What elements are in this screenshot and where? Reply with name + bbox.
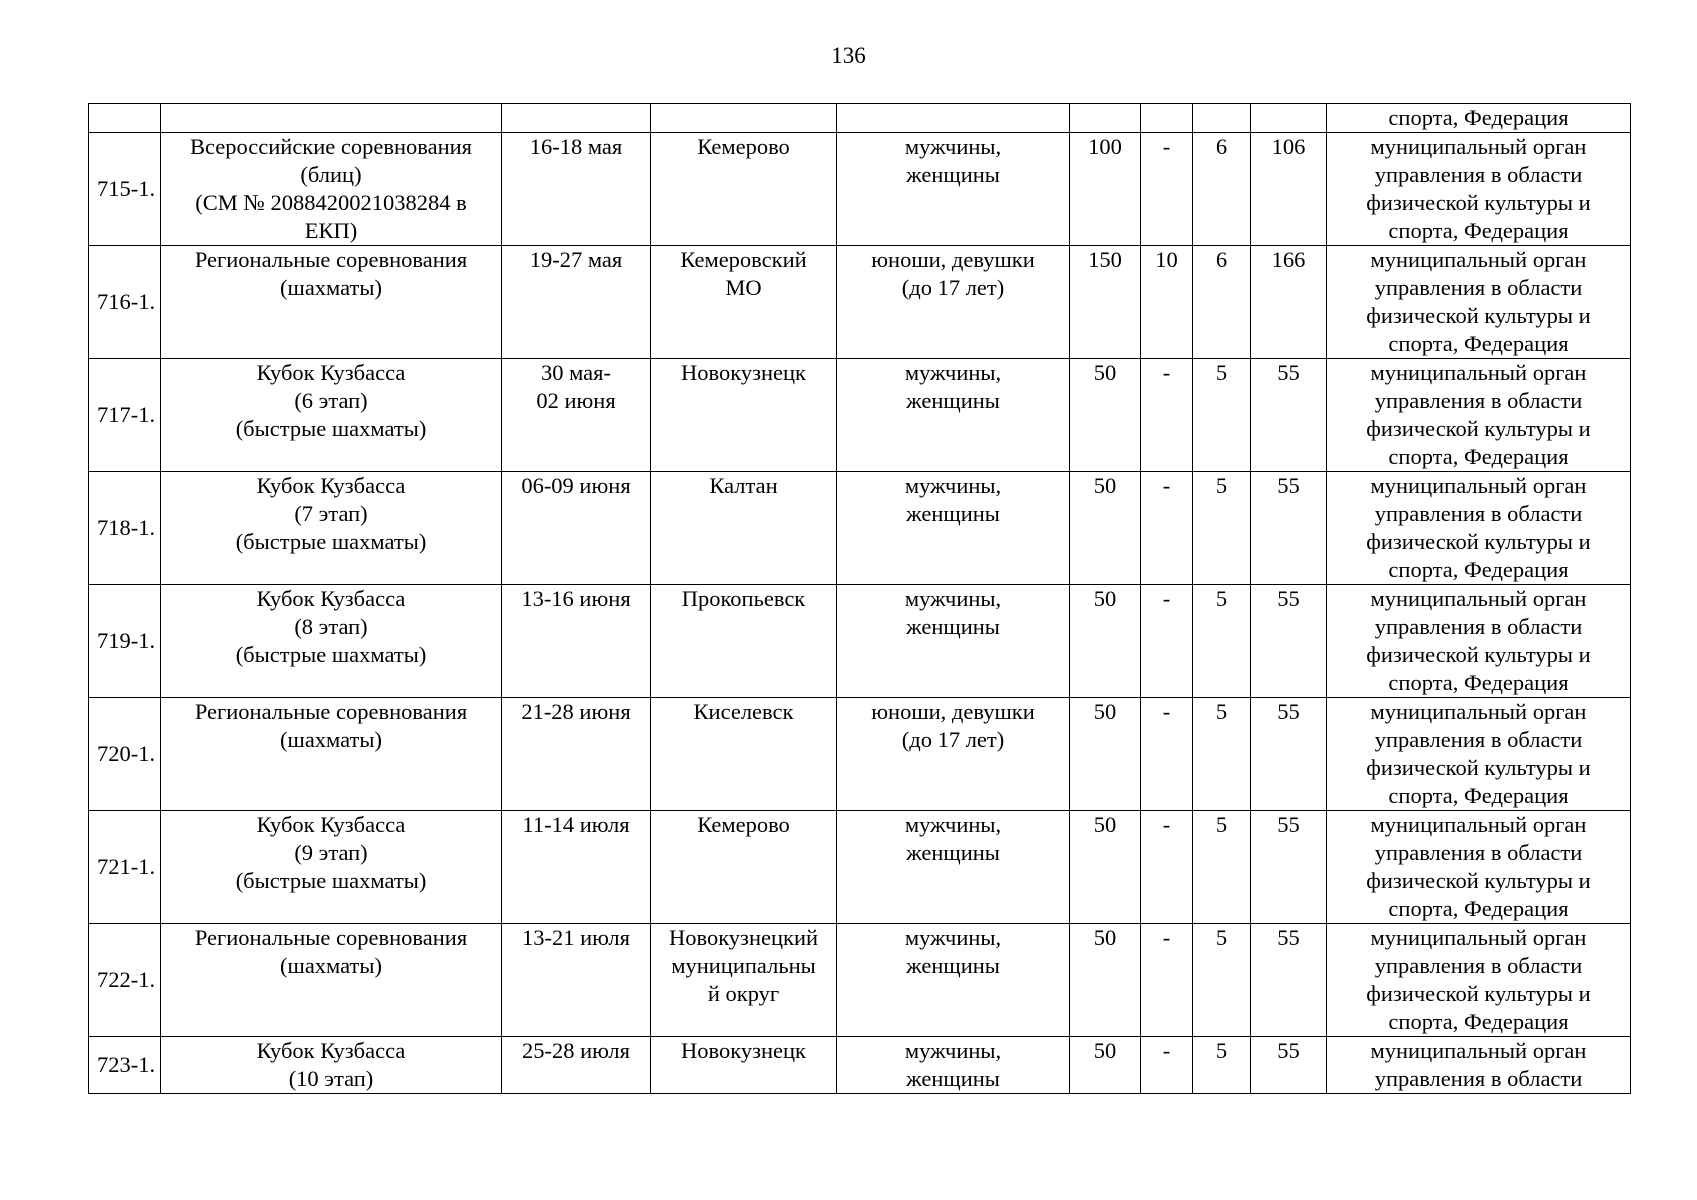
total-cell: 55: [1251, 1037, 1327, 1094]
place-line: Кемерово: [697, 812, 790, 837]
participants-cell: [837, 359, 1070, 472]
participants-line: женщины: [906, 1066, 1000, 1091]
organizer-cell: [1327, 472, 1631, 585]
place-cell: [651, 472, 837, 585]
dates-cell: [502, 811, 651, 924]
event-name-line: Кубок Кузбасса: [256, 473, 406, 498]
table-row: [89, 472, 1631, 585]
place-line: Новокузнецкий: [668, 925, 819, 950]
participants-line: юноши, девушки: [871, 699, 1035, 724]
place-line: й округ: [707, 981, 780, 1006]
event-name-line: Региональные соревнования: [194, 247, 468, 272]
row-number-cell: 719-1.: [89, 585, 161, 698]
dates-line: 13-21 июля: [522, 925, 630, 950]
organizer-line: физической культуры и: [1366, 981, 1591, 1006]
event-name-cell: [161, 472, 502, 585]
row-number-cell: 723-1.: [89, 1037, 161, 1094]
event-name-line: (шахматы): [280, 953, 382, 978]
place-line: муниципальны: [671, 953, 816, 978]
participants-cell: [837, 811, 1070, 924]
organizer-line: управления в области: [1374, 953, 1583, 978]
participants-line: женщины: [906, 162, 1000, 187]
total-cell: 55: [1251, 359, 1327, 472]
dates-line: 25-28 июля: [522, 1038, 630, 1063]
organizer-cell: [1327, 246, 1631, 359]
organizer-cell: [1327, 359, 1631, 472]
dates-line: 11-14 июля: [522, 812, 630, 837]
organizer-line: спорта, Федерация: [1388, 1009, 1569, 1034]
event-name-line: (быстрые шахматы): [235, 529, 427, 554]
participants-cell: [837, 585, 1070, 698]
count-c-cell: 6: [1193, 246, 1251, 359]
place-line: Новокузнецк: [681, 1038, 806, 1063]
row-number-cell: 721-1.: [89, 811, 161, 924]
organizer-line: управления в области: [1374, 614, 1583, 639]
organizer-line: муниципальный орган: [1370, 247, 1587, 272]
schedule-table: [88, 103, 1631, 1094]
dates-cell: [502, 472, 651, 585]
participants-cell: [837, 246, 1070, 359]
count-c-cell: 5: [1193, 585, 1251, 698]
organizer-line: управления в области: [1374, 840, 1583, 865]
event-name-line: Кубок Кузбасса: [256, 586, 406, 611]
event-name-cell: [161, 359, 502, 472]
dates-cell: [502, 246, 651, 359]
count-a-cell: 50: [1070, 472, 1141, 585]
organizer-line: спорта, Федерация: [1388, 444, 1569, 469]
organizer-cell: [1327, 698, 1631, 811]
dates-line: 19-27 мая: [529, 247, 623, 272]
participants-line: мужчины,: [904, 360, 1002, 385]
event-name-line: (10 этап): [288, 1066, 374, 1091]
place-line: МО: [725, 275, 762, 300]
count-a-cell: 50: [1070, 811, 1141, 924]
organizer-cell: [1327, 133, 1631, 246]
count-b-cell: -: [1141, 811, 1193, 924]
organizer-line: спорта, Федерация: [1388, 896, 1569, 921]
total-cell: 55: [1251, 472, 1327, 585]
participants-cell: [837, 698, 1070, 811]
place-cell: [651, 1037, 837, 1094]
event-name-line: (СМ № 2088420021038284 в: [195, 190, 467, 215]
count-b-cell: -: [1141, 359, 1193, 472]
participants-line: мужчины,: [904, 812, 1002, 837]
count-a-cell: 50: [1070, 1037, 1141, 1094]
count-b-cell: -: [1141, 924, 1193, 1037]
organizer-cell: спорта, Федерация: [1327, 104, 1631, 133]
organizer-line: физической культуры и: [1366, 190, 1591, 215]
place-line: Киселевск: [693, 699, 794, 724]
organizer-line: физической культуры и: [1366, 416, 1591, 441]
place-line: Кемеровский: [680, 247, 807, 272]
event-name-line: Кубок Кузбасса: [256, 1038, 406, 1063]
dates-line: 13-16 июня: [521, 586, 631, 611]
row-number-cell: 716-1.: [89, 246, 161, 359]
dates-cell: [502, 924, 651, 1037]
row-number-cell: 717-1.: [89, 359, 161, 472]
count-a-cell: 100: [1070, 133, 1141, 246]
table-row: [89, 246, 1631, 359]
participants-line: женщины: [906, 501, 1000, 526]
event-name-cell: [161, 1037, 502, 1094]
event-name-line: (блиц): [300, 162, 362, 187]
table-row: [89, 133, 1631, 246]
organizer-line: муниципальный орган: [1370, 360, 1587, 385]
count-c-cell: 5: [1193, 1037, 1251, 1094]
organizer-line: физической культуры и: [1366, 868, 1591, 893]
participants-line: женщины: [906, 953, 1000, 978]
total-cell: 166: [1251, 246, 1327, 359]
dates-line: 21-28 июня: [521, 699, 631, 724]
table-row: [89, 359, 1631, 472]
event-name-line: (6 этап): [294, 388, 368, 413]
count-a-cell: 50: [1070, 359, 1141, 472]
place-cell: [651, 924, 837, 1037]
total-cell: 55: [1251, 698, 1327, 811]
count-a-cell: 50: [1070, 924, 1141, 1037]
organizer-line: спорта, Федерация: [1388, 783, 1569, 808]
organizer-line: управления в области: [1374, 388, 1583, 413]
count-c-cell: 5: [1193, 472, 1251, 585]
event-name-cell: [161, 133, 502, 246]
event-name-line: (8 этап): [294, 614, 368, 639]
count-b-cell: -: [1141, 472, 1193, 585]
place-cell: [651, 811, 837, 924]
organizer-line: муниципальный орган: [1370, 473, 1587, 498]
organizer-cell: [1327, 811, 1631, 924]
place-cell: [651, 698, 837, 811]
count-a-cell: 50: [1070, 698, 1141, 811]
event-name-line: (шахматы): [280, 727, 382, 752]
organizer-line: муниципальный орган: [1370, 134, 1587, 159]
count-b-cell: -: [1141, 133, 1193, 246]
page-number: 136: [831, 43, 866, 68]
count-c-cell: 5: [1193, 698, 1251, 811]
row-number-cell: 715-1.: [89, 133, 161, 246]
organizer-line: спорта, Федерация: [1388, 670, 1569, 695]
participants-cell: [837, 1037, 1070, 1094]
dates-cell: [502, 585, 651, 698]
row-number-cell: 722-1.: [89, 924, 161, 1037]
table-row: [89, 1037, 1631, 1094]
total-cell: 106: [1251, 133, 1327, 246]
event-name-cell: [161, 811, 502, 924]
participants-cell: [837, 472, 1070, 585]
organizer-line: физической культуры и: [1366, 642, 1591, 667]
event-name-line: Кубок Кузбасса: [256, 812, 406, 837]
total-cell: 55: [1251, 811, 1327, 924]
count-b-cell: -: [1141, 1037, 1193, 1094]
organizer-line: управления в области: [1374, 162, 1583, 187]
organizer-line: муниципальный орган: [1370, 586, 1587, 611]
participants-line: мужчины,: [904, 1038, 1002, 1063]
dates-cell: [502, 133, 651, 246]
participants-line: мужчины,: [904, 586, 1002, 611]
organizer-line: управления в области: [1374, 727, 1583, 752]
count-b-cell: -: [1141, 585, 1193, 698]
count-c-cell: 5: [1193, 811, 1251, 924]
count-a-cell: 150: [1070, 246, 1141, 359]
count-b-cell: -: [1141, 698, 1193, 811]
event-name-line: Региональные соревнования: [194, 699, 468, 724]
participants-cell: [837, 133, 1070, 246]
organizer-line: спорта, Федерация: [1388, 557, 1569, 582]
organizer-line: муниципальный орган: [1370, 925, 1587, 950]
count-c-cell: 5: [1193, 359, 1251, 472]
organizer-cell: [1327, 1037, 1631, 1094]
organizer-line: физической культуры и: [1366, 755, 1591, 780]
event-name-cell: [161, 924, 502, 1037]
participants-cell: [837, 924, 1070, 1037]
organizer-line: физической культуры и: [1366, 529, 1591, 554]
event-name-line: (быстрые шахматы): [235, 642, 427, 667]
place-cell: [651, 359, 837, 472]
organizer-line: физической культуры и: [1366, 303, 1591, 328]
total-cell: 55: [1251, 585, 1327, 698]
event-name-line: Кубок Кузбасса: [256, 360, 406, 385]
place-line: Калтан: [709, 473, 778, 498]
dates-line: 06-09 июня: [521, 473, 631, 498]
organizer-line: спорта, Федерация: [1388, 218, 1569, 243]
organizer-line: управления в области: [1374, 501, 1583, 526]
organizer-line: управления в области: [1374, 275, 1583, 300]
participants-line: (до 17 лет): [901, 727, 1005, 752]
place-cell: [651, 133, 837, 246]
organizer-cell: [1327, 924, 1631, 1037]
place-cell: [651, 246, 837, 359]
organizer-line: муниципальный орган: [1370, 1038, 1587, 1063]
event-name-line: ЕКП): [304, 218, 358, 243]
participants-line: мужчины,: [904, 473, 1002, 498]
table-row: [89, 698, 1631, 811]
participants-line: юноши, девушки: [871, 247, 1035, 272]
event-name-cell: [161, 585, 502, 698]
event-name-line: (9 этап): [294, 840, 368, 865]
count-c-cell: 6: [1193, 133, 1251, 246]
total-cell: 55: [1251, 924, 1327, 1037]
organizer-cell: [1327, 585, 1631, 698]
participants-line: мужчины,: [904, 134, 1002, 159]
event-name-line: Всероссийские соревнования: [189, 134, 473, 159]
organizer-line: муниципальный орган: [1370, 699, 1587, 724]
dates-line: 16-18 мая: [529, 134, 623, 159]
organizer-line: спорта, Федерация: [1388, 331, 1569, 356]
place-line: Кемерово: [697, 134, 790, 159]
dates-cell: [502, 359, 651, 472]
event-name-line: Региональные соревнования: [194, 925, 468, 950]
event-name-line: (быстрые шахматы): [235, 868, 427, 893]
event-name-line: (шахматы): [280, 275, 382, 300]
count-c-cell: 5: [1193, 924, 1251, 1037]
row-number-cell: 720-1.: [89, 698, 161, 811]
count-b-cell: 10: [1141, 246, 1193, 359]
participants-line: мужчины,: [904, 925, 1002, 950]
row-number-cell: 718-1.: [89, 472, 161, 585]
table-row: [89, 811, 1631, 924]
place-line: Новокузнецк: [681, 360, 806, 385]
event-name-cell: [161, 246, 502, 359]
table-row: [89, 585, 1631, 698]
dates-cell: [502, 698, 651, 811]
count-a-cell: 50: [1070, 585, 1141, 698]
place-line: Прокопьевск: [681, 586, 806, 611]
participants-line: женщины: [906, 840, 1000, 865]
event-name-line: (7 этап): [294, 501, 368, 526]
continuation-row: [89, 104, 1631, 133]
dates-line: 02 июня: [536, 388, 616, 413]
event-name-cell: [161, 698, 502, 811]
table-row: [89, 924, 1631, 1037]
event-name-line: (быстрые шахматы): [235, 416, 427, 441]
participants-line: женщины: [906, 614, 1000, 639]
place-cell: [651, 585, 837, 698]
dates-line: 30 мая-: [540, 360, 612, 385]
organizer-line: управления в области: [1374, 1066, 1583, 1091]
dates-cell: [502, 1037, 651, 1094]
participants-line: (до 17 лет): [901, 275, 1005, 300]
participants-line: женщины: [906, 388, 1000, 413]
organizer-line: муниципальный орган: [1370, 812, 1587, 837]
